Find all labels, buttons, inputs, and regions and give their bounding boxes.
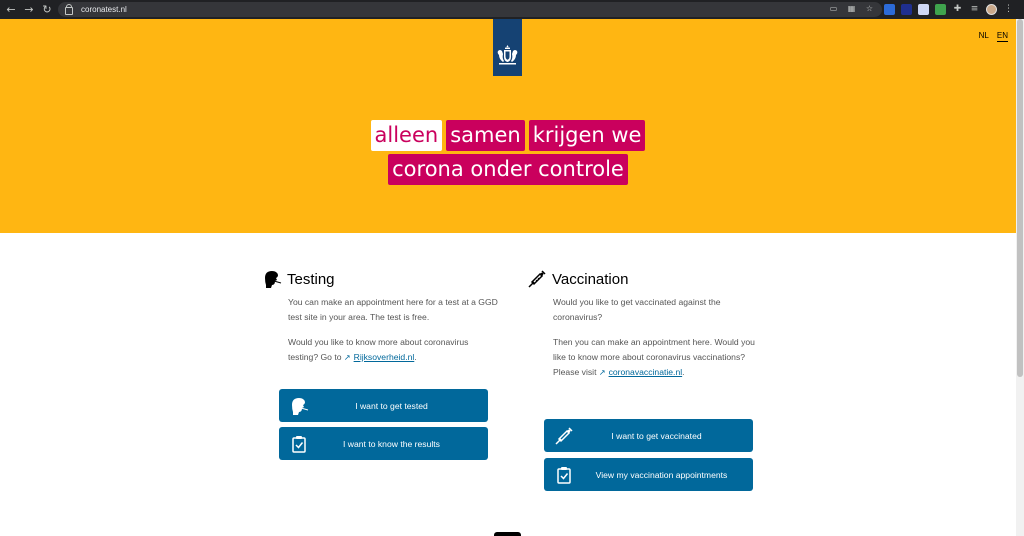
get-tested-label: I want to get tested (355, 400, 428, 411)
language-switcher (979, 31, 1008, 42)
vaccination-intro: Would you like to get vaccinated against the coronavirus? (553, 297, 721, 322)
extensions-puzzle-icon[interactable]: ✚ (953, 4, 962, 14)
extension-icon[interactable] (935, 4, 946, 15)
syringe-icon (527, 269, 547, 289)
external-link-icon: ↗ (343, 353, 351, 362)
language-en[interactable]: EN (996, 31, 1008, 40)
get-vaccinated-button[interactable] (544, 419, 753, 452)
password-manager-extension-icon[interactable] (884, 4, 895, 15)
language-nl[interactable]: NL (978, 31, 989, 40)
vaccination-more-info (553, 335, 763, 380)
address-bar[interactable] (58, 2, 882, 17)
slogan-word: corona onder controle (388, 154, 628, 185)
vaccination-more-info-text: Then you can make an appointment here. Would you like to know more about coronavirus vaccinations? Please visit (553, 337, 755, 377)
qr-code-icon[interactable]: ▦ (847, 4, 856, 13)
vaccination-section (527, 268, 757, 380)
testing-title: Testing (287, 270, 335, 288)
know-results-label: I want to know the results (343, 438, 440, 449)
slogan-word: krijgen we (529, 120, 646, 151)
syringe-icon (554, 426, 574, 446)
lock-icon (65, 7, 73, 15)
head-swab-icon (289, 396, 309, 416)
slogan-word: samen (446, 120, 525, 151)
get-vaccinated-label: I want to get vaccinated (611, 430, 702, 441)
more-menu-icon[interactable]: ⋮ (1004, 4, 1013, 14)
testing-section (262, 268, 498, 365)
extension-icon[interactable] (901, 4, 912, 15)
cast-icon[interactable]: ▭ (829, 4, 838, 13)
hero-banner (0, 19, 1016, 233)
back-icon[interactable]: ← (6, 2, 16, 16)
clipboard-check-icon (291, 435, 307, 453)
testing-more-info (288, 335, 498, 365)
reading-list-icon[interactable]: ≡ (970, 4, 979, 14)
coronavaccinatie-link[interactable]: coronavaccinatie.nl (608, 367, 683, 377)
reload-icon[interactable]: ↻ (42, 2, 52, 16)
punctuation: . (682, 367, 685, 377)
punctuation: . (414, 352, 417, 362)
vaccination-appointments-button[interactable] (544, 458, 753, 491)
testing-more-info-text: Would you like to know more about coronavirus testing? Go to (288, 337, 469, 362)
vaccination-appointments-label: View my vaccination appointments (595, 469, 728, 480)
rijksoverheid-logo[interactable] (493, 19, 522, 76)
external-link-icon: ↗ (598, 368, 606, 377)
url-text: coronatest.nl (81, 5, 127, 14)
bookmark-star-icon[interactable]: ☆ (865, 4, 874, 13)
profile-avatar[interactable] (986, 4, 997, 15)
get-tested-button[interactable] (279, 389, 488, 422)
docs-extension-icon[interactable] (918, 4, 929, 15)
coat-of-arms-icon (496, 44, 519, 66)
vaccination-title: Vaccination (552, 270, 629, 288)
slogan-word: alleen (371, 120, 443, 151)
forward-icon[interactable]: → (24, 2, 34, 16)
rijksoverheid-link[interactable]: Rijksoverheid.nl (353, 352, 415, 362)
slogan (0, 120, 1016, 188)
clipboard-check-icon (556, 466, 572, 484)
know-results-button[interactable] (279, 427, 488, 460)
page-scrollbar[interactable] (1016, 19, 1024, 536)
feedback-tab[interactable] (494, 532, 521, 536)
head-swab-icon (262, 269, 282, 289)
browser-toolbar (0, 0, 1024, 19)
scrollbar-thumb[interactable] (1017, 19, 1023, 377)
testing-intro: You can make an appointment here for a test at a GGD test site in your area. The test is free. (288, 297, 498, 322)
